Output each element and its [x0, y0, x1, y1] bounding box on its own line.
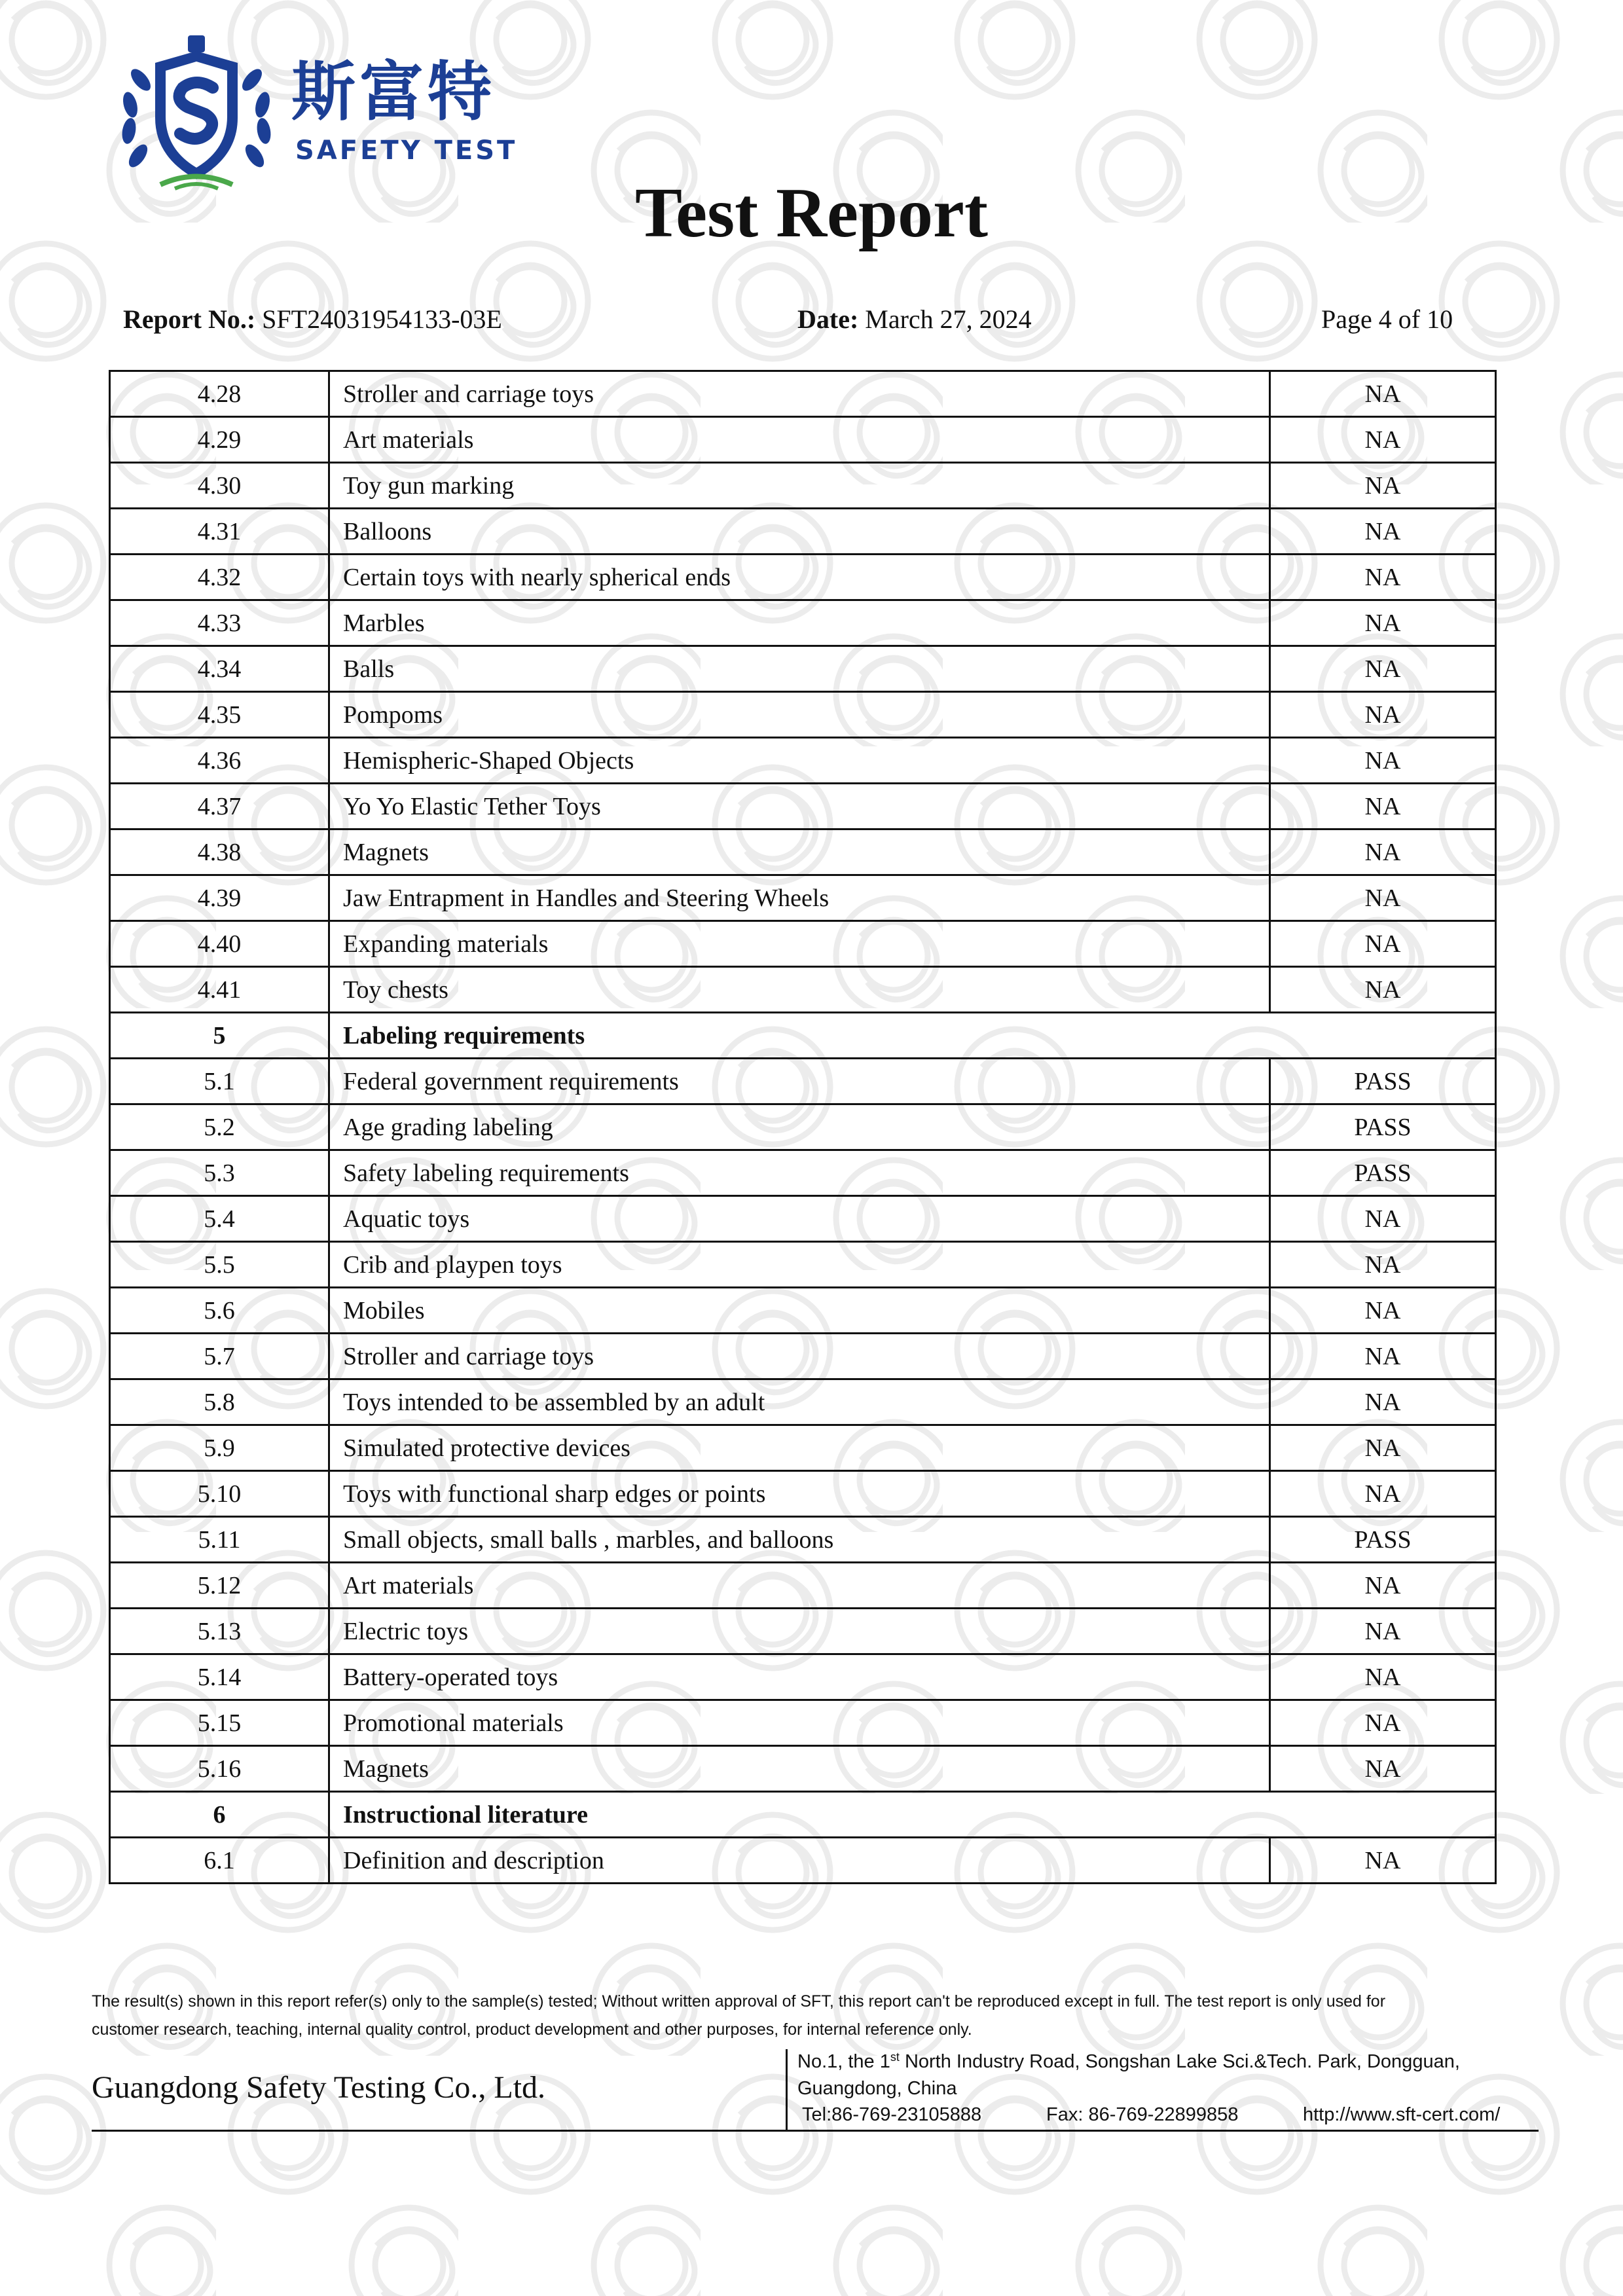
clause-title: Promotional materials: [329, 1700, 1270, 1746]
result-cell: NA: [1270, 417, 1496, 463]
clause-number: 5.13: [110, 1609, 329, 1654]
company-logo: [115, 34, 520, 198]
clause-title: Stroller and carriage toys: [329, 1334, 1270, 1379]
table-row: [110, 1746, 1496, 1792]
result-cell: NA: [1270, 921, 1496, 967]
clause-number: 4.30: [110, 463, 329, 509]
phone-number: Tel:86-769-23105888: [802, 2104, 982, 2125]
clause-title: Magnets: [329, 829, 1270, 875]
section-row: [110, 1013, 1496, 1059]
clause-number: 4.32: [110, 555, 329, 600]
clause-title: Labeling requirements: [329, 1013, 1496, 1059]
clause-title: Battery-operated toys: [329, 1654, 1270, 1700]
clause-number: 4.31: [110, 509, 329, 555]
clause-title: Certain toys with nearly spherical ends: [329, 555, 1270, 600]
fax-number: Fax: 86-769-22899858: [1046, 2104, 1239, 2125]
clause-number: 6: [110, 1792, 329, 1838]
result-cell: NA: [1270, 829, 1496, 875]
result-cell: NA: [1270, 1746, 1496, 1792]
test-results-table: [109, 370, 1497, 1884]
table-row: [110, 646, 1496, 692]
clause-number: 5.4: [110, 1196, 329, 1242]
result-cell: NA: [1270, 967, 1496, 1013]
clause-number: 4.28: [110, 371, 329, 417]
result-cell: NA: [1270, 1838, 1496, 1884]
shield-s-laurel-icon: [115, 34, 278, 198]
clause-number: 5.15: [110, 1700, 329, 1746]
clause-title: Pompoms: [329, 692, 1270, 738]
clause-number: 5.14: [110, 1654, 329, 1700]
clause-title: Mobiles: [329, 1288, 1270, 1334]
result-cell: NA: [1270, 1654, 1496, 1700]
clause-number: 5.3: [110, 1150, 329, 1196]
clause-number: 5.11: [110, 1517, 329, 1563]
result-cell: NA: [1270, 646, 1496, 692]
result-cell: PASS: [1270, 1059, 1496, 1104]
clause-title: Toys intended to be assembled by an adult: [329, 1379, 1270, 1425]
result-cell: PASS: [1270, 1517, 1496, 1563]
clause-title: Federal government requirements: [329, 1059, 1270, 1104]
table-row: [110, 1288, 1496, 1334]
clause-title: Small objects, small balls , marbles, and balloons: [329, 1517, 1270, 1563]
logo-english-name: SAFETY TEST: [295, 136, 518, 166]
clause-title: Yo Yo Elastic Tether Toys: [329, 784, 1270, 829]
disclaimer-line: customer research, teaching, internal quality control, product development and other purposes, for internal reference only.: [92, 2020, 972, 2039]
clause-title: Simulated protective devices: [329, 1425, 1270, 1471]
clause-number: 5.8: [110, 1379, 329, 1425]
clause-title: Art materials: [329, 1563, 1270, 1609]
clause-number: 4.40: [110, 921, 329, 967]
report-number-value: SFT24031954133-03E: [262, 304, 502, 334]
result-cell: NA: [1270, 555, 1496, 600]
table-row: [110, 1150, 1496, 1196]
table-row: [110, 692, 1496, 738]
table-row: [110, 967, 1496, 1013]
clause-title: Marbles: [329, 600, 1270, 646]
clause-title: Balloons: [329, 509, 1270, 555]
report-date-value: March 27, 2024: [865, 304, 1032, 334]
result-cell: NA: [1270, 1379, 1496, 1425]
result-cell: NA: [1270, 1700, 1496, 1746]
result-cell: NA: [1270, 463, 1496, 509]
clause-title: Magnets: [329, 1746, 1270, 1792]
clause-number: 4.34: [110, 646, 329, 692]
report-number-label: Report No.:: [123, 304, 256, 334]
footer-rule: [92, 2130, 1539, 2132]
clause-number: 4.33: [110, 600, 329, 646]
table-row: [110, 875, 1496, 921]
clause-title: Toy chests: [329, 967, 1270, 1013]
table-row: [110, 1196, 1496, 1242]
clause-title: Expanding materials: [329, 921, 1270, 967]
table-row: [110, 1104, 1496, 1150]
clause-number: 5.16: [110, 1746, 329, 1792]
disclaimer: [92, 1988, 1519, 2044]
result-cell: NA: [1270, 1288, 1496, 1334]
clause-number: 5.10: [110, 1471, 329, 1517]
clause-title: Toys with functional sharp edges or points: [329, 1471, 1270, 1517]
clause-number: 5: [110, 1013, 329, 1059]
table-row: [110, 1609, 1496, 1654]
clause-number: 5.6: [110, 1288, 329, 1334]
table-row: [110, 1654, 1496, 1700]
result-cell: NA: [1270, 692, 1496, 738]
table-row: [110, 371, 1496, 417]
result-cell: NA: [1270, 1563, 1496, 1609]
clause-number: 5.7: [110, 1334, 329, 1379]
result-cell: NA: [1270, 1425, 1496, 1471]
table-row: [110, 509, 1496, 555]
address-line: No.1, the 1st North Industry Road, Songshan Lake Sci.&Tech. Park, Dongguan,: [797, 2050, 1460, 2072]
result-cell: NA: [1270, 738, 1496, 784]
clause-number: 4.39: [110, 875, 329, 921]
table-row: [110, 1425, 1496, 1471]
result-cell: PASS: [1270, 1104, 1496, 1150]
clause-number: 4.41: [110, 967, 329, 1013]
clause-title: Instructional literature: [329, 1792, 1496, 1838]
table-row: [110, 1517, 1496, 1563]
page-number: Page 4 of 10: [1321, 304, 1453, 334]
table-row: [110, 600, 1496, 646]
clause-title: Hemispheric-Shaped Objects: [329, 738, 1270, 784]
table-row: [110, 829, 1496, 875]
clause-number: 4.29: [110, 417, 329, 463]
report-date-label: Date:: [797, 304, 859, 334]
result-cell: NA: [1270, 875, 1496, 921]
company-name: Guangdong Safety Testing Co., Ltd.: [92, 2070, 546, 2105]
section-row: [110, 1792, 1496, 1838]
logo-chinese-name: 斯富特: [291, 55, 496, 130]
clause-number: 4.37: [110, 784, 329, 829]
result-cell: NA: [1270, 1334, 1496, 1379]
footer-divider: [786, 2049, 788, 2131]
clause-number: 5.9: [110, 1425, 329, 1471]
clause-number: 5.2: [110, 1104, 329, 1150]
table-row: [110, 738, 1496, 784]
clause-title: Toy gun marking: [329, 463, 1270, 509]
clause-title: Stroller and carriage toys: [329, 371, 1270, 417]
disclaimer-line: The result(s) shown in this report refer(s) only to the sample(s) tested; Without written approval of SFT, this report can't be reproduced except in full. The test report is only used for: [92, 1992, 1386, 2011]
clause-number: 4.35: [110, 692, 329, 738]
clause-number: 5.12: [110, 1563, 329, 1609]
website-link[interactable]: http://www.sft-cert.com/: [1303, 2104, 1501, 2125]
table-row: [110, 921, 1496, 967]
table-row: [110, 1700, 1496, 1746]
clause-number: 5.5: [110, 1242, 329, 1288]
clause-title: Electric toys: [329, 1609, 1270, 1654]
table-row: [110, 1838, 1496, 1884]
result-cell: NA: [1270, 509, 1496, 555]
report-date: [797, 306, 1032, 333]
clause-title: Safety labeling requirements: [329, 1150, 1270, 1196]
report-number: [123, 306, 502, 333]
clause-number: 4.36: [110, 738, 329, 784]
page-title: Test Report: [635, 174, 988, 252]
table-row: [110, 1471, 1496, 1517]
clause-title: Jaw Entrapment in Handles and Steering Wheels: [329, 875, 1270, 921]
table-row: [110, 1563, 1496, 1609]
result-cell: PASS: [1270, 1150, 1496, 1196]
result-cell: NA: [1270, 371, 1496, 417]
clause-number: 4.38: [110, 829, 329, 875]
result-cell: NA: [1270, 1609, 1496, 1654]
clause-title: Aquatic toys: [329, 1196, 1270, 1242]
result-cell: NA: [1270, 1471, 1496, 1517]
clause-title: Art materials: [329, 417, 1270, 463]
table-row: [110, 1059, 1496, 1104]
clause-number: 6.1: [110, 1838, 329, 1884]
clause-title: Balls: [329, 646, 1270, 692]
table-row: [110, 417, 1496, 463]
address-line: Guangdong, China: [797, 2078, 957, 2099]
result-cell: NA: [1270, 1196, 1496, 1242]
table-row: [110, 784, 1496, 829]
table-row: [110, 1334, 1496, 1379]
result-cell: NA: [1270, 600, 1496, 646]
result-cell: NA: [1270, 784, 1496, 829]
clause-title: Definition and description: [329, 1838, 1270, 1884]
result-cell: NA: [1270, 1242, 1496, 1288]
clause-number: 5.1: [110, 1059, 329, 1104]
table-row: [110, 555, 1496, 600]
clause-title: Crib and playpen toys: [329, 1242, 1270, 1288]
table-row: [110, 463, 1496, 509]
table-row: [110, 1242, 1496, 1288]
clause-title: Age grading labeling: [329, 1104, 1270, 1150]
table-row: [110, 1379, 1496, 1425]
